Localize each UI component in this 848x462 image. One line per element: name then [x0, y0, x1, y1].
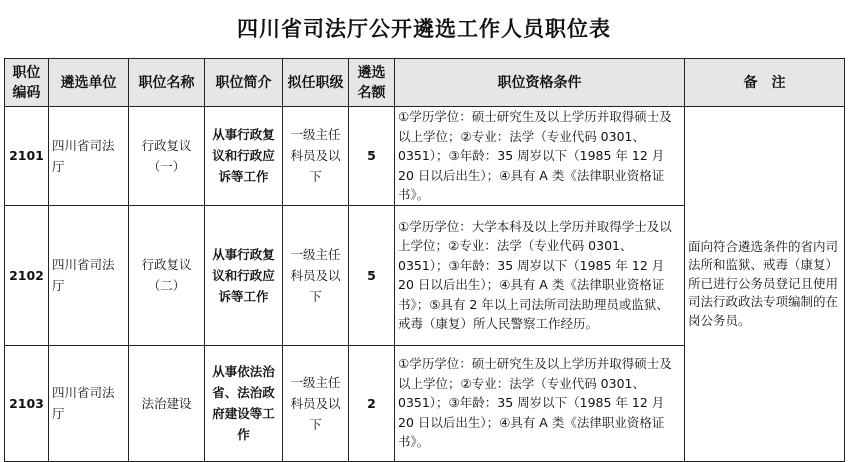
row-count: 2 — [349, 345, 395, 461]
row-name: 行政复议（二） — [129, 205, 205, 345]
row-count: 5 — [349, 205, 395, 345]
row-code: 2103 — [5, 345, 49, 461]
row-unit: 四川省司法厅 — [49, 345, 129, 461]
row-code: 2101 — [5, 107, 49, 206]
header-name: 职位名称 — [129, 59, 205, 107]
row-count: 5 — [349, 107, 395, 206]
position-table — [4, 58, 845, 462]
row-unit: 四川省司法厅 — [49, 107, 129, 206]
row-unit: 四川省司法厅 — [49, 205, 129, 345]
row-qualifications: ①学历学位：大学本科及以上学历并取得学士及以上学位；②专业：法学（专业代码 0301、0351）；③年龄：35 周岁以下（1985 年 12 月 20 日以后出生）；④具有 A 类《法律职业资格证书》；⑤具有 2 年以上司法所司法助理员或监狱、戒毒（康复）所人民警察工作经历。 — [395, 205, 685, 345]
row-qualifications: ①学历学位：硕士研究生及以上学历并取得硕士及以上学位；②专业：法学（专业代码 0301、0351）；③年龄：35 周岁以下（1985 年 12 月 20 日以后出生）；④具有 A 类《法律职业资格证书》。 — [395, 345, 685, 461]
row-level: 一级主任科员及以下 — [283, 345, 349, 461]
row-intro: 从事行政复议和行政应诉等工作 — [205, 107, 283, 206]
remarks-cell: 面向符合遴选条件的省内司法所和监狱、戒毒（康复）所已进行公务员登记且使用司法行政政法专项编制的在岗公务员。 — [685, 107, 845, 462]
row-intro: 从事行政复议和行政应诉等工作 — [205, 205, 283, 345]
table-row — [5, 107, 845, 206]
row-level: 一级主任科员及以下 — [283, 205, 349, 345]
header-code: 职位编码 — [5, 59, 49, 107]
row-name: 行政复议（一） — [129, 107, 205, 206]
header-count: 遴选名额 — [349, 59, 395, 107]
header-row — [5, 59, 845, 107]
row-code: 2102 — [5, 205, 49, 345]
row-intro: 从事依法治省、法治政府建设等工作 — [205, 345, 283, 461]
row-qualifications: ①学历学位：硕士研究生及以上学历并取得硕士及以上学位；②专业：法学（专业代码 0301、0351）；③年龄：35 周岁以下（1985 年 12 月 20 日以后出生）；④具有 A 类《法律职业资格证书》。 — [395, 107, 685, 206]
row-name: 法治建设 — [129, 345, 205, 461]
header-intro: 职位简介 — [205, 59, 283, 107]
header-unit: 遴选单位 — [49, 59, 129, 107]
page-title: 四川省司法厅公开遴选工作人员职位表 — [237, 17, 611, 41]
header-qualifications: 职位资格条件 — [395, 59, 685, 107]
header-remarks: 备 注 — [685, 59, 845, 107]
header-level: 拟任职级 — [283, 59, 349, 107]
row-level: 一级主任科员及以下 — [283, 107, 349, 206]
